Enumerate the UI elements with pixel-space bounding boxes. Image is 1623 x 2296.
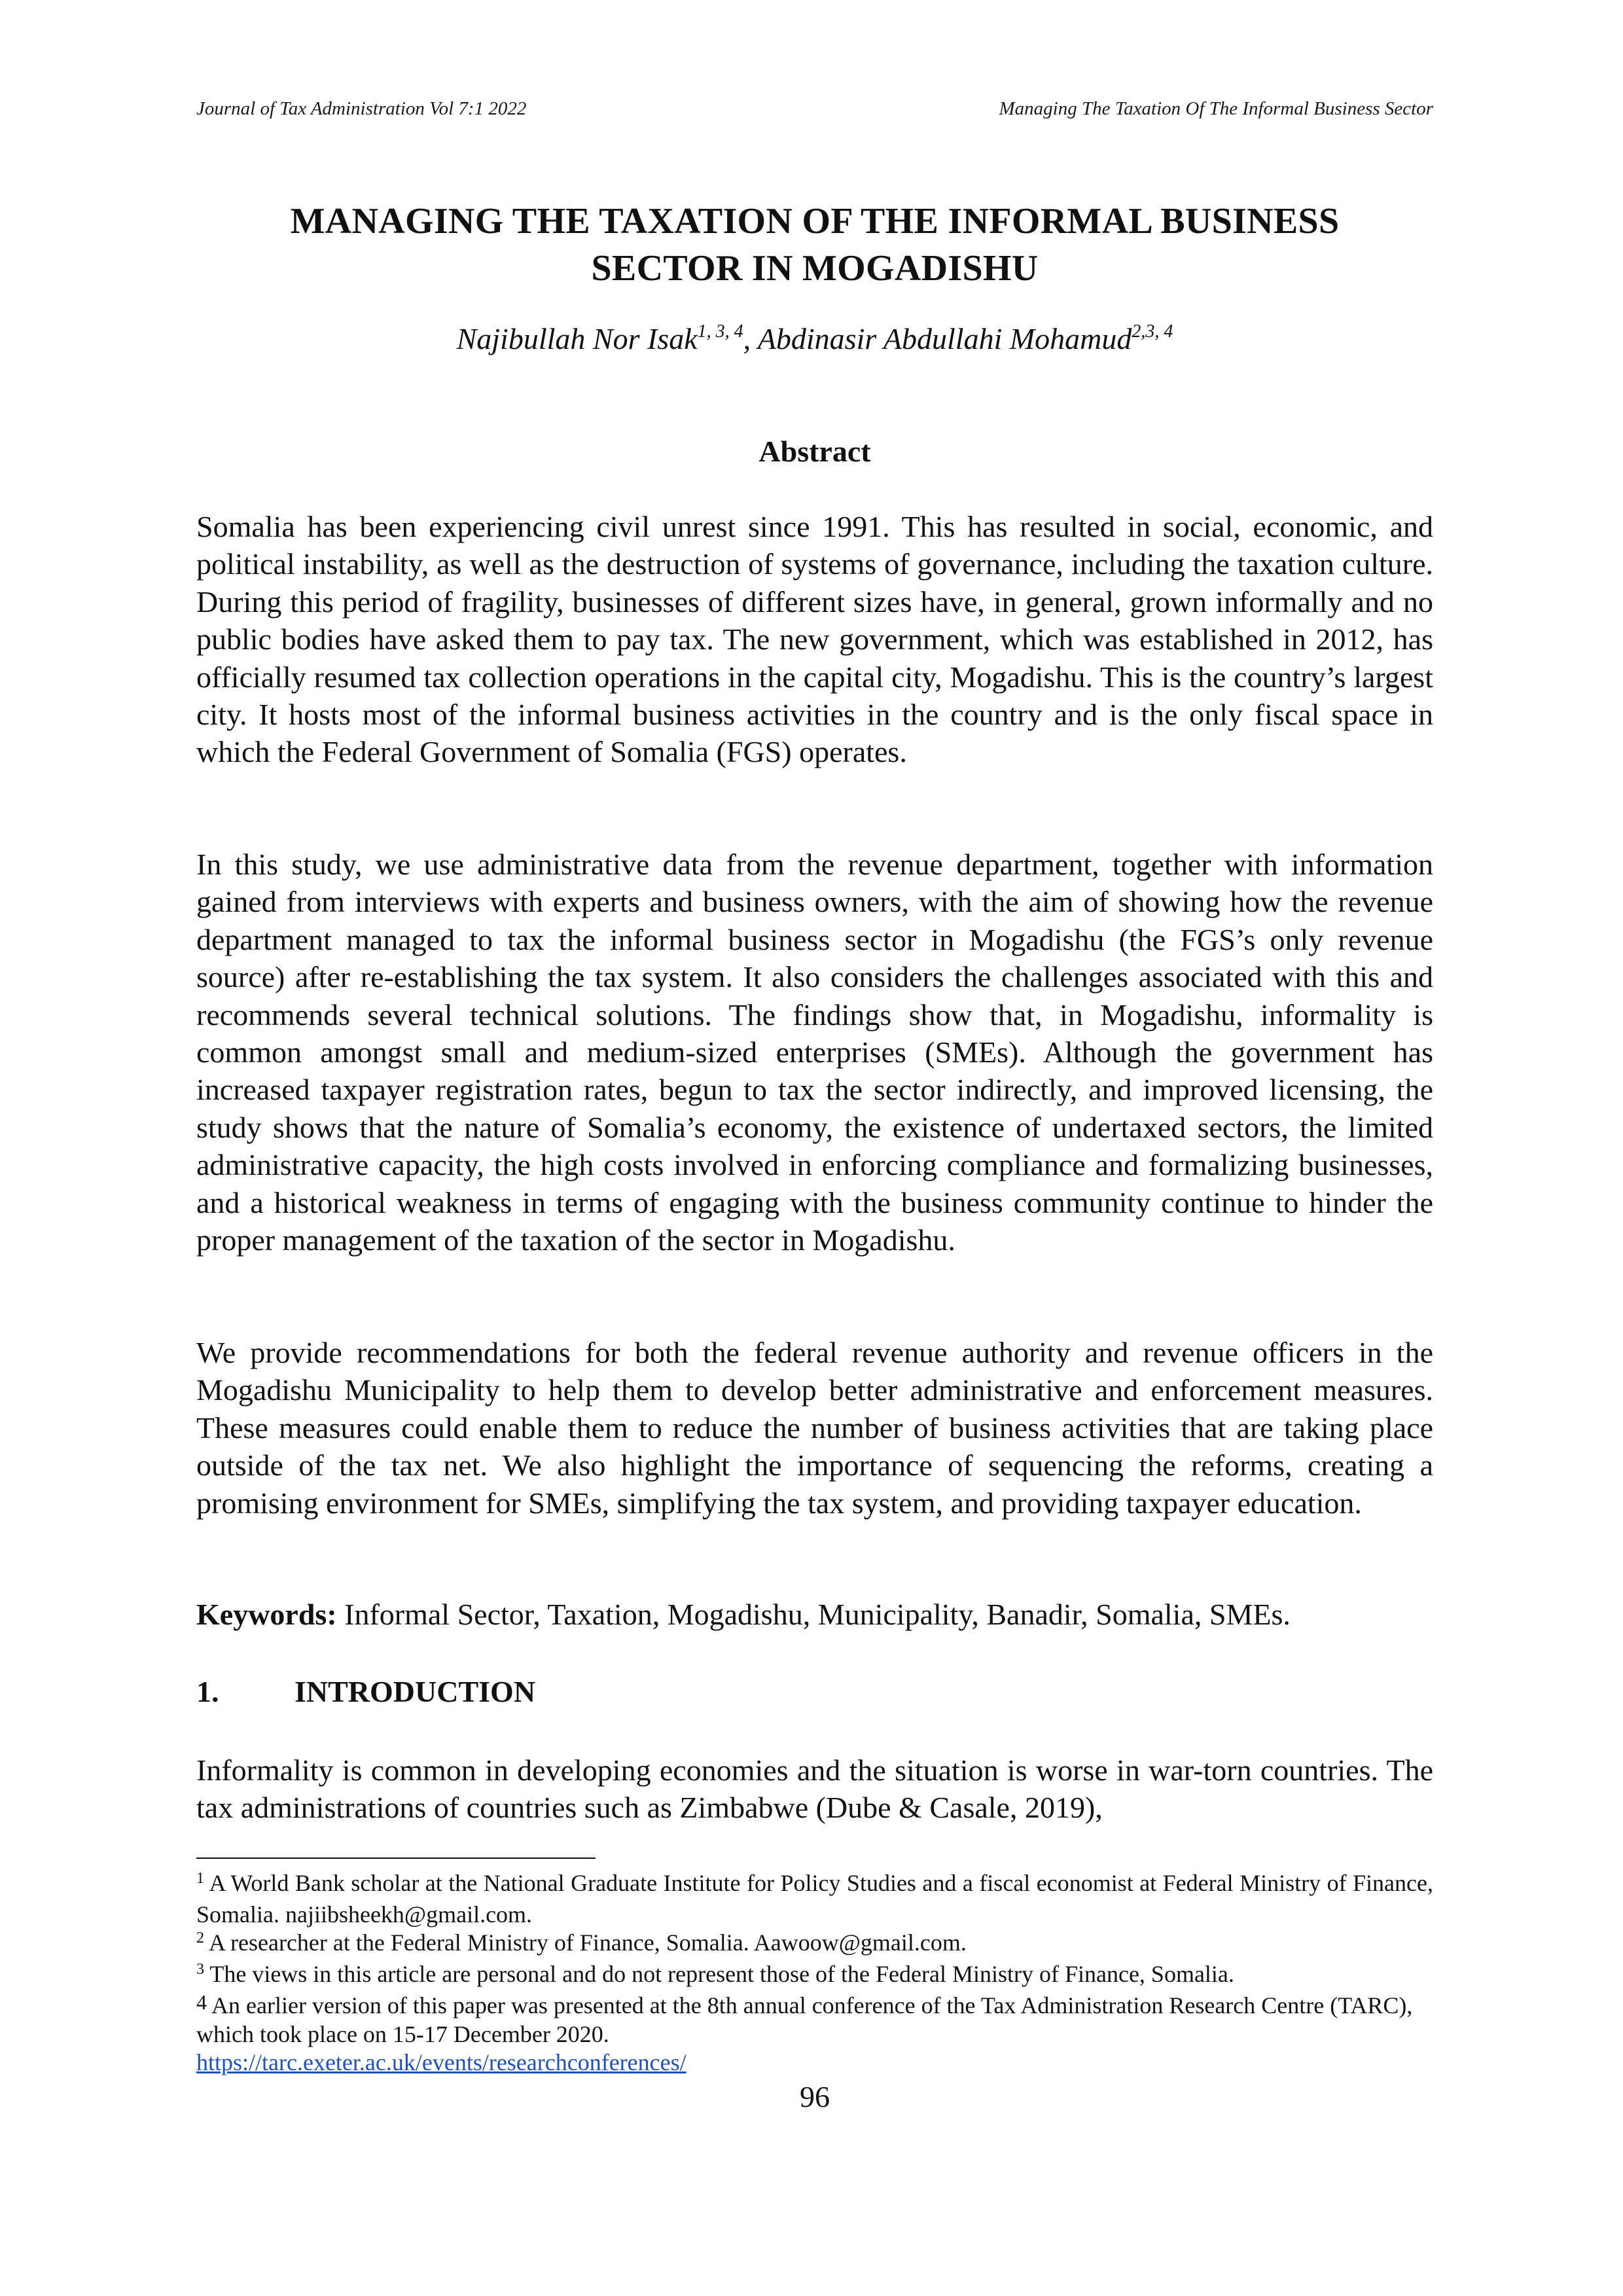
article-title-line-2: SECTOR IN MOGADISHU [591,248,1039,289]
abstract-paragraph: We provide recommendations for both the federal revenue authority and revenue officers in the Mogadishu Municipality to help them to develop better administrative and enforcement measures. These measures could enable them to reduce the number of business activities that are taking place outside of the tax net. We also highlight the importance of sequencing the reforms, creating a promising environment for SMEs, simplifying the tax system, and providing taxpayer education. [196,1336,1433,1520]
footnote-2-text: A researcher at the Federal Ministry of Finance, Somalia. Aawoow@gmail.com. [204,1929,967,1956]
footnote-1-mark: 1 [196,1870,204,1887]
footnote-separator [196,1857,596,1859]
author-1-affiliation-marks: 1, 3, 4 [697,321,743,342]
abstract-paragraph: In this study, we use administrative data from the revenue department, together with information gained from interviews with experts and business owners, with the aim of showing how the revenue department managed to tax the informal business sector in Mogadishu (the FGS’s only revenue source) after re-establishing the tax system. It also considers the challenges associated with this and recommends several technical solutions. The findings show that, in Mogadishu, informality is common amongst small and medium-sized enterprises (SMEs). Although the government has increased taxpayer registration rates, begun to tax the sector indirectly, and improved licensing, the study shows that the nature of Somalia’s economy, the existence of undertaxed sectors, the limited administrative capacity, the high costs involved in enforcing compliance and formalizing businesses, and a historical weakness in terms of engaging with the business community continue to hinder the proper management of the taxation of the sector in Mogadishu. [196,848,1433,1257]
abstract-heading: Abstract [758,435,871,468]
author-1-name: Najibullah Nor Isak [456,322,698,355]
footnote-1 [196,1869,1433,1929]
author-2-affiliation-marks: 2,3, 4 [1132,321,1173,342]
section-heading-introduction [196,1673,1433,1710]
footnote-3 [196,1960,1433,1992]
author-separator: , [743,322,758,355]
running-header [196,97,1433,120]
keywords-list: Informal Sector, Taxation, Mogadishu, Municipality, Banadir, Somalia, SMEs. [336,1598,1291,1631]
author-2-name: Abdinasir Abdullahi Mohamud [757,322,1132,355]
footnotes [196,1869,1433,2077]
keywords-line [196,1596,1433,1633]
section-number: 1. [196,1675,219,1708]
running-header-journal: Journal of Tax Administration Vol 7:1 2022 [196,98,527,119]
footnote-4-mark: 4 [196,1990,207,2014]
footnote-3-mark: 3 [196,1961,204,1978]
abstract-paragraph: Somalia has been experiencing civil unrest since 1991. This has resulted in social, economic, and political instability, as well as the destruction of systems of governance, including the taxation culture. During this period of fragility, businesses of different sizes have, in general, grown informally and no public bodies have asked them to pay tax. The new government, which was established in 2012, has officially resumed tax collection operations in the capital city, Mogadishu. This is the country’s largest city. It hosts most of the informal business activities in the country and is the only fiscal space in which the Federal Government of Somalia (FGS) operates. [196,510,1433,769]
keywords-label: Keywords: [196,1598,337,1631]
page-number: 96 [800,2080,830,2113]
footnote-2-mark: 2 [196,1929,204,1946]
introduction-paragraph: Informality is common in developing economies and the situation is worse in war-torn countries. The tax administrations of countries such as Zimbabwe (Dube & Casale, 2019), [196,1753,1433,1825]
article-title [196,198,1433,292]
author-list [196,319,1433,363]
section-title: INTRODUCTION [294,1675,536,1708]
footnote-4-text: An earlier version of this paper was presented at the 8th annual conference of the Tax Administration Research Centre (TARC), which took place on 15-17 December 2020. [196,1992,1413,2047]
tarc-conference-link[interactable]: https://tarc.exeter.ac.uk/events/researchconferences/ [196,2049,687,2075]
footnote-1-text: A World Bank scholar at the National Graduate Institute for Policy Studies and a fiscal economist at Federal Ministry of Finance, Somalia. najiibsheekh@gmail.com. [196,1870,1433,1928]
journal-page [196,0,1433,2296]
footnote-3-text: The views in this article are personal and do not represent those of the Federal Ministry of Finance, Somalia. [204,1961,1234,1987]
footnote-2 [196,1929,1433,1960]
article-title-line-1: MANAGING THE TAXATION OF THE INFORMAL BUSINESS [290,201,1340,242]
footnote-4 [196,1992,1433,2077]
running-header-article-title: Managing The Taxation Of The Informal Business Sector [999,98,1433,119]
